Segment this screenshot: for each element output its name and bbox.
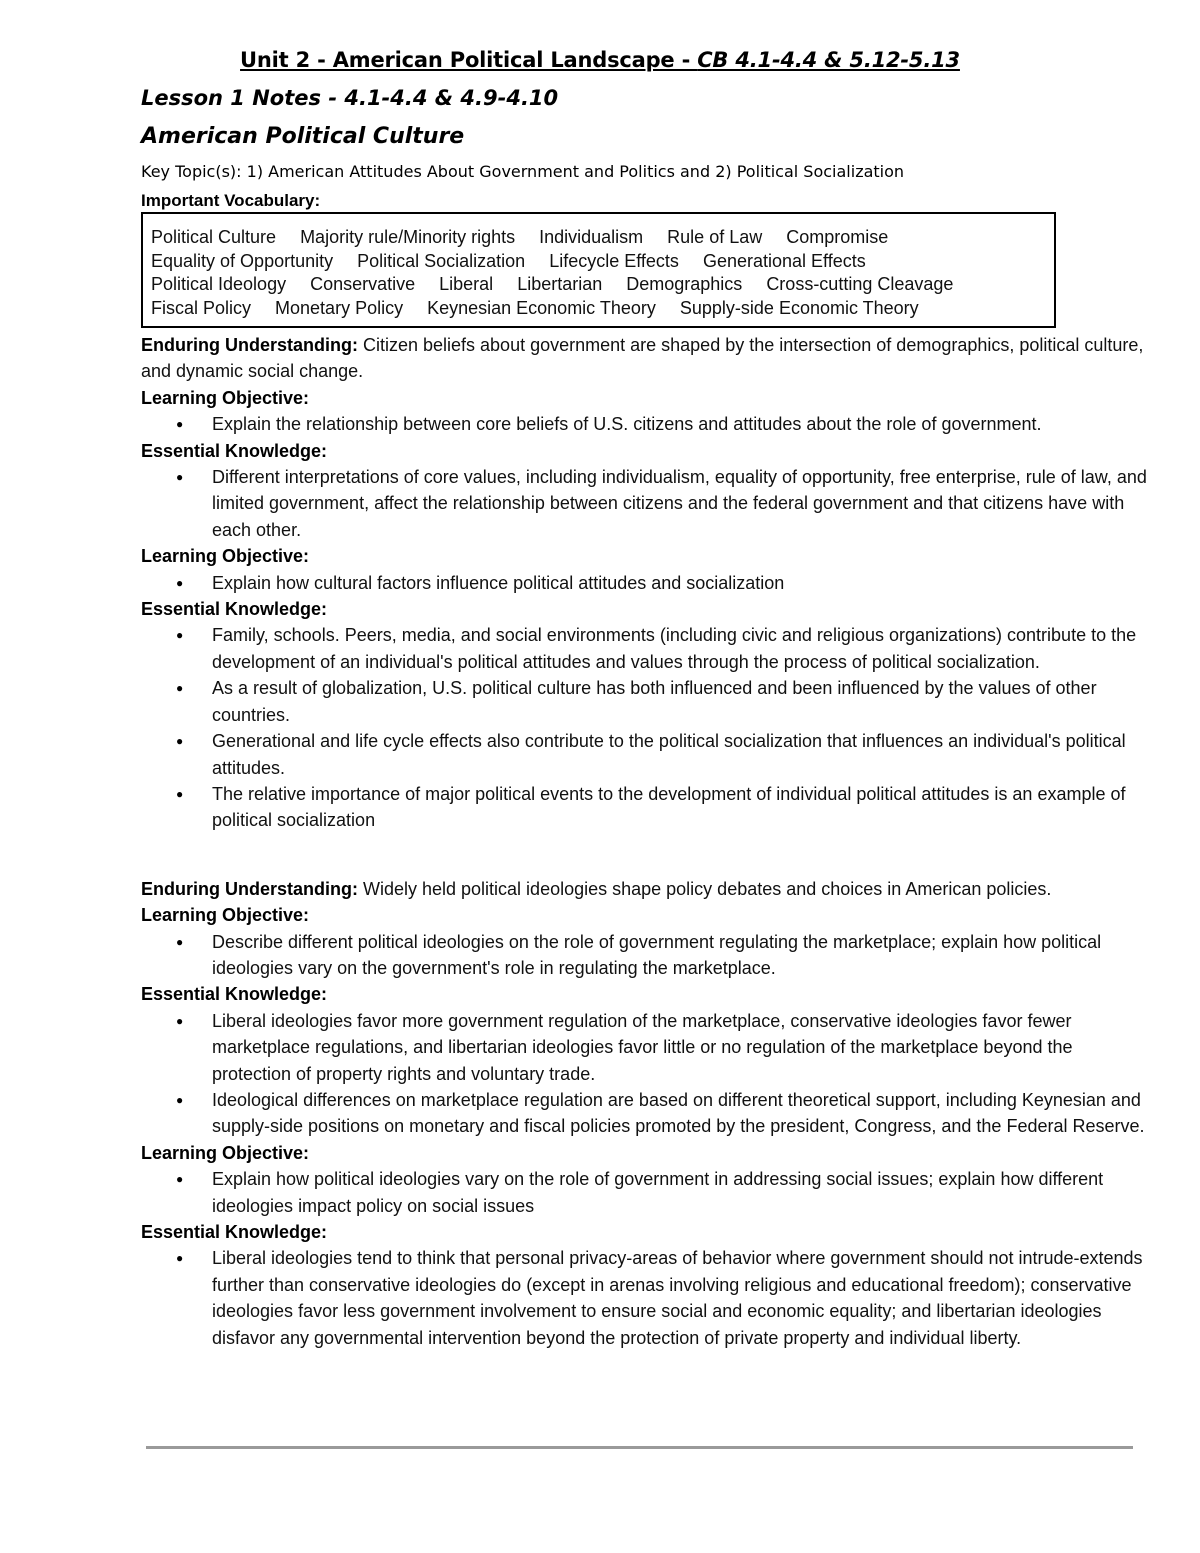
vocab-term: Supply-side Economic Theory xyxy=(679,297,919,318)
vocabulary-row xyxy=(151,250,1046,274)
vocab-term: Fiscal Policy xyxy=(151,297,252,318)
bullet-item: ● Liberal ideologies tend to think that personal privacy-areas of behavior where government should not intrude-extends further than conservative ideologies do (except in arenas involving religious and educational freedom); conservative ideologies favor less government involvement to ensure social and economic equality; and libertarian ideologies disfavor any governmental intervention beyond the protection of private property and individual liberty. xyxy=(141,1245,1151,1351)
notes-body xyxy=(141,332,1151,1351)
learning-objective-label: Learning Objective: xyxy=(141,546,310,567)
bullet-item: ● The relative importance of major political events to the development of individual political attitudes is an example of political socialization xyxy=(141,781,1151,834)
vocab-term: Monetary Policy xyxy=(275,297,404,318)
vocab-term: Political Culture xyxy=(151,227,277,247)
vocab-term: Generational Effects xyxy=(702,250,866,271)
vocab-term: Liberal xyxy=(439,274,494,294)
vocab-term: Compromise xyxy=(786,227,889,247)
essential-knowledge-label: Essential Knowledge: xyxy=(141,440,328,461)
unit-title xyxy=(0,48,1200,72)
bullet-item: ● Explain the relationship between core beliefs of U.S. citizens and attitudes about the role of government. xyxy=(141,411,1151,437)
learning-objective-label: Learning Objective: xyxy=(141,387,310,408)
section-spacer xyxy=(141,834,1151,876)
vocab-term: Demographics xyxy=(626,274,743,294)
bottom-divider xyxy=(146,1446,1133,1449)
vocabulary-box xyxy=(141,212,1056,328)
vocab-term: Keynesian Economic Theory xyxy=(427,297,656,318)
vocab-term: Individualism xyxy=(539,227,644,247)
vocab-term: Cross-cutting Cleavage xyxy=(766,274,954,294)
vocab-term: Political Socialization xyxy=(357,250,526,271)
enduring-text: Citizen beliefs about government are shaped by the intersection of demographics, political culture, and dynamic social change. xyxy=(141,335,1144,382)
essential-knowledge-label: Essential Knowledge: xyxy=(141,599,328,620)
vocabulary-row xyxy=(151,273,1046,297)
vocab-term: Conservative xyxy=(310,274,416,294)
vocab-term: Libertarian xyxy=(517,274,603,294)
bullet-item: ● Explain how cultural factors influence political attitudes and socialization xyxy=(141,570,1151,596)
vocabulary-label: Important Vocabulary: xyxy=(141,191,321,210)
bullet-item: ● Different interpretations of core values, including individualism, equality of opportunity, free enterprise, rule of law, and limited government, affect the relationship between citizens and the federal government and that citizens have with each other. xyxy=(141,464,1151,543)
enduring-label: Enduring Understanding: xyxy=(141,878,358,899)
vocab-term: Equality of Opportunity xyxy=(151,250,334,271)
key-topics: Key Topic(s): 1) American Attitudes About Government and Politics and 2) Political Socialization xyxy=(141,162,905,181)
unit-title-standards: CB 4.1-4.4 & 5.12-5.13 xyxy=(697,48,960,72)
enduring-label: Enduring Understanding: xyxy=(141,335,358,355)
vocab-term: Rule of Law xyxy=(667,227,763,247)
bullet-item: ● Generational and life cycle effects also contribute to the political socialization that influences an individual's political attitudes. xyxy=(141,728,1151,781)
bullet-item: ● Ideological differences on marketplace regulation are based on different theoretical support, including Keynesian and supply-side positions on monetary and fiscal policies promoted by the president, Congress, and the Federal Reserve. xyxy=(141,1087,1151,1140)
bullet-item: ● As a result of globalization, U.S. political culture has both influenced and been influenced by the values of other countries. xyxy=(141,675,1151,728)
lesson-heading: Lesson 1 Notes - 4.1-4.4 & 4.9-4.10 xyxy=(141,86,559,110)
unit-title-main: Unit 2 - American Political Landscape - xyxy=(240,48,698,72)
bullet-item: ● Explain how political ideologies vary on the role of government in addressing social issues; explain how different ideologies impact policy on social issues xyxy=(141,1166,1151,1219)
essential-knowledge-label: Essential Knowledge: xyxy=(141,1222,328,1242)
vocab-term: Majority rule/Minority rights xyxy=(300,227,516,247)
learning-objective-label: Learning Objective: xyxy=(141,905,310,926)
vocab-term: Lifecycle Effects xyxy=(549,250,679,271)
vocabulary-row xyxy=(151,297,1046,321)
enduring-understanding-2 xyxy=(141,876,1151,902)
vocabulary-row xyxy=(151,226,1046,250)
essential-knowledge-label: Essential Knowledge: xyxy=(141,984,328,1005)
section-heading: American Political Culture xyxy=(141,124,465,149)
learning-objective-label: Learning Objective: xyxy=(141,1142,310,1163)
bullet-item: ● Family, schools. Peers, media, and social environments (including civic and religious organizations) contribute to the development of an individual's political attitudes and values through the process of political socialization. xyxy=(141,622,1151,675)
vocab-term: Political Ideology xyxy=(151,274,287,294)
bullet-item: ● Describe different political ideologies on the role of government regulating the marketplace; explain how political ideologies vary on the government's role in regulating the marketplace. xyxy=(141,929,1151,982)
enduring-text: Widely held political ideologies shape policy debates and choices in American policies. xyxy=(357,878,1052,899)
enduring-understanding-1 xyxy=(141,332,1151,385)
bullet-item: ● Liberal ideologies favor more government regulation of the marketplace, conservative ideologies favor fewer marketplace regulations, and libertarian ideologies favor little or no regulation of the marketplace beyond the protection of property rights and voluntary trade. xyxy=(141,1008,1151,1087)
